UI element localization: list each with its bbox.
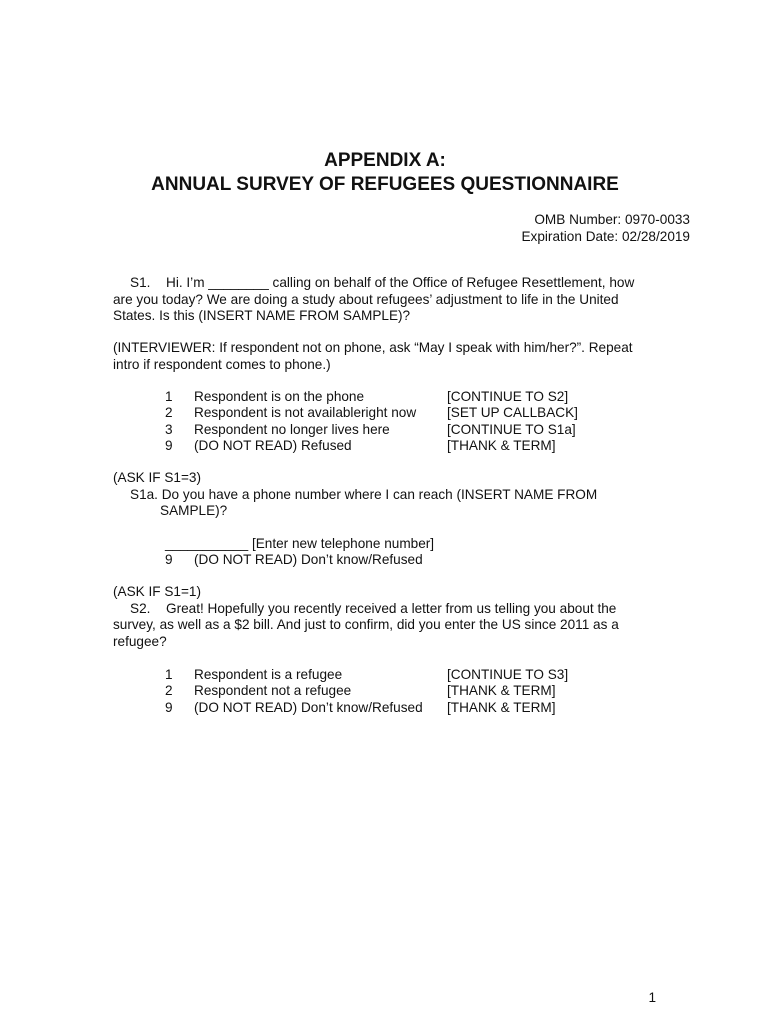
- option-code: 2: [165, 405, 173, 421]
- question-text-line: are you today? We are doing a study about refugees’ adjustment to life in the United: [113, 291, 619, 307]
- skip-condition: (ASK IF S1=1): [113, 584, 202, 599]
- option-label: (DO NOT READ) Don’t know/Refused: [194, 699, 423, 715]
- option-code: 1: [165, 389, 173, 404]
- question-s1: [113, 275, 673, 325]
- question-number: S1.: [130, 275, 151, 290]
- option-action: [CONTINUE TO S2]: [447, 389, 569, 404]
- option-label: Respondent no longer lives here: [194, 421, 390, 437]
- option-action: [CONTINUE TO S3]: [447, 667, 569, 682]
- skip-condition: (ASK IF S1=3): [113, 470, 202, 485]
- option-code: 2: [165, 683, 173, 699]
- question-number: S2.: [130, 600, 151, 616]
- appendix-title: APPENDIX A:: [324, 150, 446, 171]
- question-text-line: States. Is this (INSERT NAME FROM SAMPLE)?: [113, 308, 411, 323]
- question-s1a: [113, 470, 673, 520]
- question-text-line: S1a. Do you have a phone number where I can reach (INSERT NAME FROM: [130, 486, 598, 502]
- page-number: 1: [648, 990, 656, 1005]
- expiration-date: Expiration Date: 02/28/2019: [521, 229, 690, 244]
- option-label: Respondent is a refugee: [194, 667, 343, 682]
- option-label: Respondent not a refugee: [194, 683, 352, 699]
- interviewer-note: [113, 340, 673, 373]
- question-text-line: refugee?: [113, 633, 167, 649]
- interviewer-note-line: (INTERVIEWER: If respondent not on phone, ask “May I speak with him/her?”. Repeat: [113, 340, 633, 355]
- option-label: (DO NOT READ) Don’t know/Refused: [194, 552, 423, 568]
- option-code: 3: [165, 421, 173, 437]
- option-label: Respondent is on the phone: [194, 389, 365, 404]
- question-text-line: Great! Hopefully you recently received a letter from us telling you about the: [166, 600, 617, 616]
- interviewer-note-line: intro if respondent comes to phone.): [113, 356, 331, 372]
- option-code: 1: [165, 667, 173, 682]
- question-text-line: survey, as well as a $2 bill. And just to confirm, did you enter the US since 2011 as a: [113, 617, 619, 632]
- option-code: 9: [165, 552, 173, 568]
- question-s2: [113, 584, 673, 650]
- phone-entry: ___________ [Enter new telephone number]: [165, 536, 435, 551]
- option-action: [THANK & TERM]: [447, 683, 556, 699]
- option-action: [SET UP CALLBACK]: [447, 405, 578, 421]
- option-code: 9: [165, 438, 173, 454]
- question-text-line: Hi. I’m ________ calling on behalf of the Office of Refugee Resettlement, how: [166, 275, 635, 290]
- option-action: [CONTINUE TO S1a]: [447, 421, 576, 437]
- omb-number: OMB Number: 0970-0033: [534, 212, 690, 227]
- option-action: [THANK & TERM]: [447, 699, 556, 715]
- option-code: 9: [165, 699, 173, 715]
- omb-block: [521, 211, 690, 245]
- questionnaire-title: ANNUAL SURVEY OF REFUGEES QUESTIONNAIRE: [151, 174, 619, 195]
- option-label: (DO NOT READ) Refused: [194, 438, 352, 454]
- question-text-line: SAMPLE)?: [160, 503, 228, 518]
- option-label: Respondent is not availableright now: [194, 405, 417, 421]
- option-action: [THANK & TERM]: [447, 438, 556, 454]
